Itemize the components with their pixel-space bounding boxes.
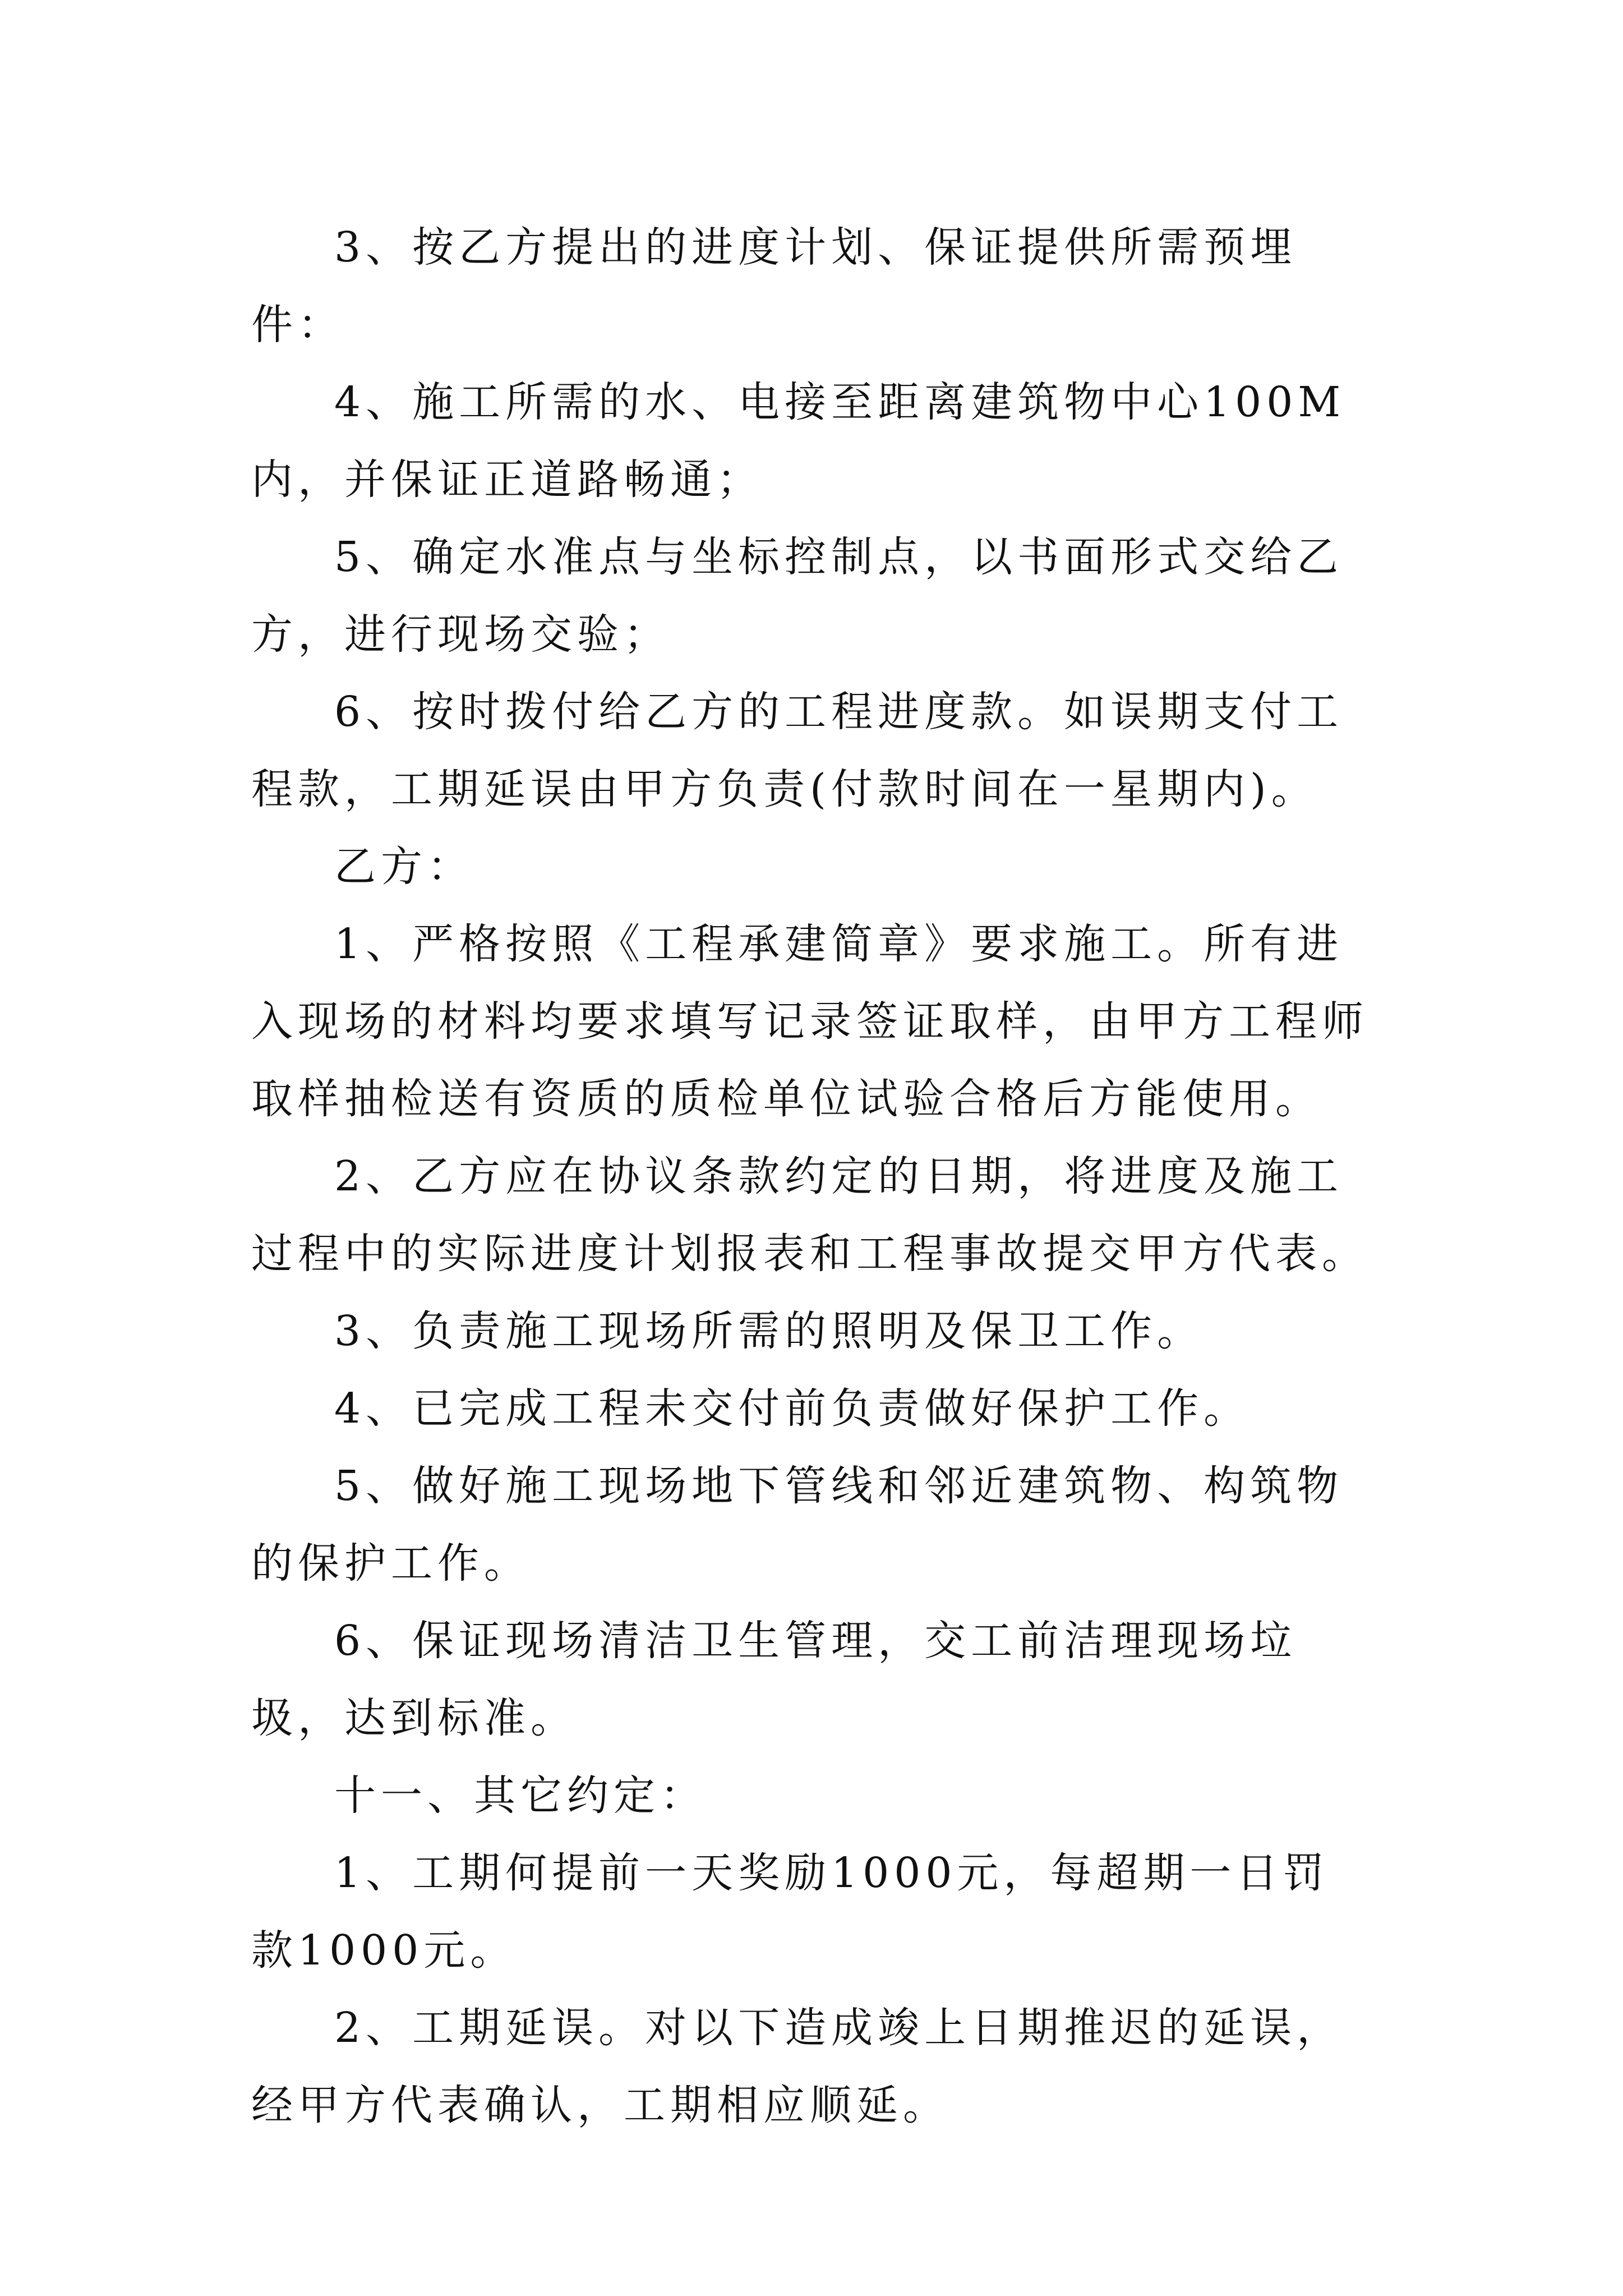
paragraph-other-item-2: 2、工期延误。对以下造成竣上日期推迟的延误，经甲方代表确认，工期相应顺延。 [251,2004,1344,2129]
paragraph-other-item-1: 1、工期何提前一天奖励1000元，每超期一日罚款1000元。 [251,1849,1330,1975]
paragraph-yi-item-2: 2、乙方应在协议条款约定的日期，将进度及施工过程中的实际进度计划报表和工程事故提交甲方代表。 [251,1152,1368,1278]
document-body [251,209,1373,2144]
paragraph-yi-item-3: 3、负责施工现场所需的照明及保卫工作。 [334,1307,1204,1355]
paragraph-jia-item-3: 3、按乙方提出的进度计划、保证提供所需预埋件： [251,223,1297,349]
paragraph-jia-item-5: 5、确定水准点与坐标控制点，以书面形式交给乙方，进行现场交验； [251,533,1344,659]
paragraph-yi-item-5: 5、做好施工现场地下管线和邻近建筑物、构筑物的保护工作。 [251,1462,1344,1588]
section-heading-yi: 乙方： [334,843,474,891]
paragraph-yi-item-6: 6、保证现场清洁卫生管理，交工前洁理现场垃圾，达到标准。 [251,1617,1297,1742]
paragraph-yi-item-4: 4、已完成工程未交付前负责做好保护工作。 [334,1384,1251,1433]
section-heading-other-agreements: 十一、其它约定： [334,1772,707,1820]
paragraph-jia-item-6: 6、按时拨付给乙方的工程进度款。如误期支付工程款，工期延误由甲方负责(付款时间在一星期内)。 [251,688,1344,813]
paragraph-jia-item-4: 4、施工所需的水、电接至距离建筑物中心100M内，并保证正道路畅通； [251,378,1346,504]
paragraph-yi-item-1: 1、严格按照《工程承建简章》要求施工。所有进入现场的材料均要求填写记录签证取样，由甲方工程师取样抽检送有资质的质检单位试验合格后方能使用。 [251,920,1368,1123]
